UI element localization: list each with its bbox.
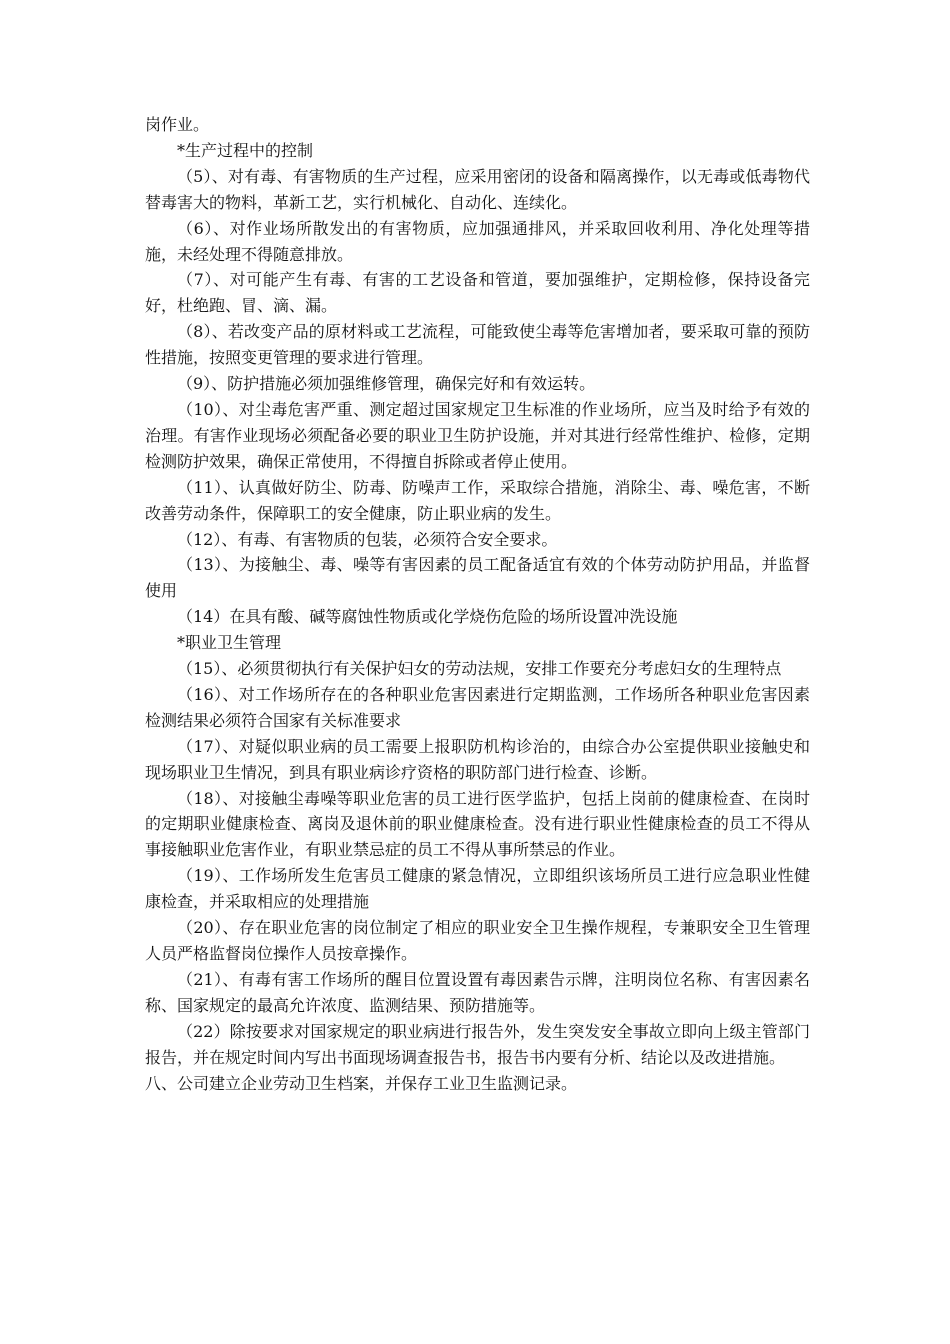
paragraph-item-11: （11）、认真做好防尘、防毒、防噪声工作，采取综合措施，消除尘、毒、噪危害，不断改善劳动条件，保障职工的安全健康，防止职业病的发生。 xyxy=(145,477,810,523)
paragraph-item-9: （9）、防护措施必须加强维修管理，确保完好和有效运转。 xyxy=(177,374,596,394)
paragraph-continuation: 岗作业。 xyxy=(145,115,210,134)
section-eight-statement: 八、公司建立企业劳动卫生档案，并保存工业卫生监测记录。 xyxy=(145,1073,578,1093)
paragraph-item-14: （14）在具有酸、碱等腐蚀性物质或化学烧伤危险的场所设置冲洗设施 xyxy=(177,607,678,627)
paragraph-item-8: （8）、若改变产品的原材料或工艺流程，可能致使尘毒等危害增加者，要采取可靠的预防性措施，按照变更管理的要求进行管理。 xyxy=(145,322,810,368)
paragraph-item-20: （20）、存在职业危害的岗位制定了相应的职业安全卫生操作规程，专兼职安全卫生管理人员严格监督岗位操作人员按章操作。 xyxy=(145,918,810,963)
paragraph-item-18: （18）、对接触尘毒噪等职业危害的员工进行医学监护，包括上岗前的健康检查、在岗时的定期职业健康检查、离岗及退休前的职业健康检查。没有进行职业性健康检查的员工不得从事接触职业危害作业，有职业禁忌症的员工不得从事所禁忌的作业。 xyxy=(145,788,810,860)
paragraph-item-5: （5）、对有毒、有害物质的生产过程，应采用密闭的设备和隔离操作，以无毒或低毒物代替毒害大的物料，革新工艺，实行机械化、自动化、连续化。 xyxy=(145,166,810,212)
paragraph-item-22: （22）除按要求对国家规定的职业病进行报告外，发生突发安全事故立即向上级主管部门报告，并在规定时间内写出书面现场调查报告书，报告书内要有分析、结论以及改进措施。 xyxy=(145,1021,810,1067)
paragraph-item-12: （12）、有毒、有害物质的包装，必须符合安全要求。 xyxy=(177,529,558,549)
paragraph-item-17: （17）、对疑似职业病的员工需要上报职防机构诊治的，由综合办公室提供职业接触史和现场职业卫生情况，到具有职业病诊疗资格的职防部门进行检查、诊断。 xyxy=(145,736,810,782)
section-heading-occupational-health: *职业卫生管理 xyxy=(177,633,282,653)
paragraph-item-19: （19）、工作场所发生危害员工健康的紧急情况，立即组织该场所员工进行应急职业性健康检查，并采取相应的处理措施 xyxy=(145,866,810,912)
paragraph-item-21: （21）、有毒有害工作场所的醒目位置设置有毒因素告示牌，注明岗位名称、有害因素名称、国家规定的最高允许浓度、监测结果、预防措施等。 xyxy=(145,969,810,1015)
document-page xyxy=(145,112,810,1096)
paragraph-item-15: （15）、必须贯彻执行有关保护妇女的劳动法规，安排工作要充分考虑妇女的生理特点 xyxy=(177,659,782,679)
paragraph-item-16: （16）、对工作场所存在的各种职业危害因素进行定期监测，工作场所各种职业危害因素检测结果必须符合国家有关标准要求 xyxy=(145,684,810,730)
paragraph-item-13: （13）、为接触尘、毒、噪等有害因素的员工配备适宜有效的个体劳动防护用品，并监督使用 xyxy=(145,555,810,601)
section-heading-production-control: *生产过程中的控制 xyxy=(177,140,314,160)
paragraph-item-6: （6）、对作业场所散发出的有害物质，应加强通排风，并采取回收利用、净化处理等措施，未经处理不得随意排放。 xyxy=(145,218,810,264)
paragraph-item-7: （7）、对可能产生有毒、有害的工艺设备和管道，要加强维护，定期检修，保持设备完好，杜绝跑、冒、滴、漏。 xyxy=(145,270,810,316)
paragraph-item-10: （10）、对尘毒危害严重、测定超过国家规定卫生标准的作业场所，应当及时给予有效的治理。有害作业现场必须配备必要的职业卫生防护设施，并对其进行经常性维护、检修，定期检测防护效果，确保正常使用，不得擅自拆除或者停止使用。 xyxy=(145,399,810,471)
